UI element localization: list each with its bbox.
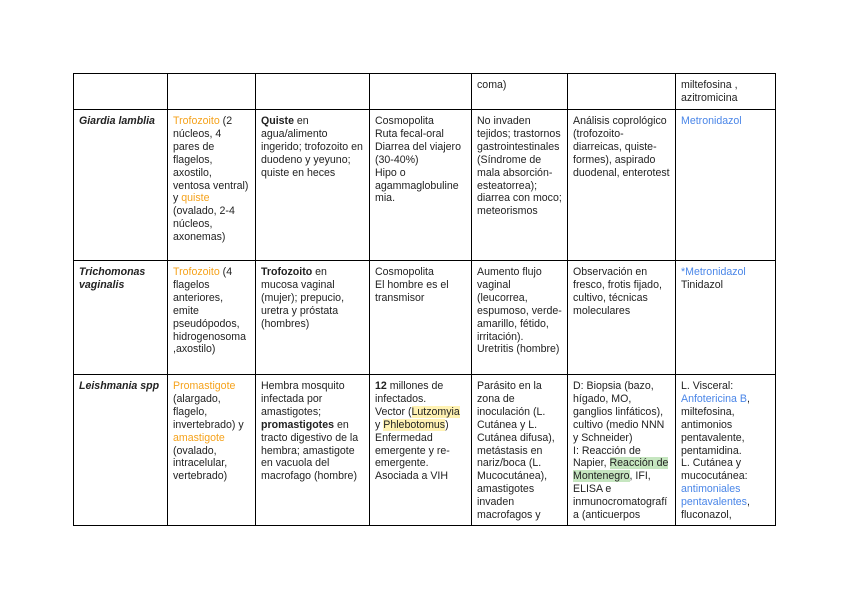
diag-highlight: Reacción de Montenegro: [573, 457, 669, 483]
forma-text: (alargado, flagelo, invertebrado) y: [173, 392, 244, 431]
organism-name: Giardia lamblia: [74, 110, 168, 261]
forma-term: Trofozoito: [173, 115, 220, 127]
cell-top-tratamiento: [676, 74, 776, 110]
epi-line: Cosmopolita: [375, 115, 434, 127]
cell-top-transmision: [256, 74, 370, 110]
epi-text: ): [445, 418, 449, 431]
table-row-leishmania: [74, 375, 776, 526]
drug-name: Tinidazol: [681, 278, 724, 291]
forma-term: Trofozoito: [173, 266, 220, 278]
forma-term: Promastigote: [173, 380, 236, 392]
forma-cell: [168, 375, 256, 526]
diagnostico-cell: Observación en fresco, frotis fijado, cultivo, técnicas moleculares: [568, 261, 676, 375]
epidemiologia-cell: [370, 261, 472, 375]
forma-cell: [168, 110, 256, 261]
vector-highlight: Phlebotomus: [383, 418, 446, 431]
epi-text: Asociada a VIH: [375, 470, 449, 483]
sintomas-tail: coma): [477, 79, 507, 91]
diag-text: I: Reacción de Napier,: [573, 444, 641, 470]
tratamiento-cell: [676, 110, 776, 261]
trat-text: L. Cutánea y mucocutánea:: [681, 457, 748, 483]
parasites-table: [73, 73, 776, 526]
forma-text: (ovalado, intracelular, vertebrado): [173, 444, 228, 483]
cell-top-diagnostico: [568, 74, 676, 110]
forma-cell: [168, 261, 256, 375]
epi-line: Ruta fecal-oral: [375, 127, 444, 140]
transmision-cell: [256, 261, 370, 375]
epi-text: millones de infectados.: [375, 380, 444, 405]
epidemiologia-cell: [370, 375, 472, 526]
cell-top-epidemiologia: [370, 74, 472, 110]
sintomas-cell: Aumento flujo vaginal (leucorrea, espumoso, verde-amarillo, fétido, irritación). Uretritis (hombre): [472, 261, 568, 375]
trat-text: , fluconazol,: [681, 496, 750, 522]
transmision-text: en agua/alimento ingerido; trofozoito en duodeno y yeyuno; quiste en heces: [261, 115, 363, 179]
diagnostico-cell: Análisis coprológico (trofozoito-diarreicas, quiste-formes), aspirado duodenal, enterotest: [568, 110, 676, 261]
epidemiologia-cell: [370, 110, 472, 261]
tratamiento-cell: [676, 375, 776, 526]
transmision-text: en tracto digestivo de la hembra; amastigote en vacuola del macrofago (hombre): [261, 418, 359, 483]
trat-text: L. Visceral:: [681, 380, 734, 392]
drug-name: Anfotericina B: [681, 392, 747, 405]
drug-name: *Metronidazol: [681, 266, 746, 278]
table-row-top: [74, 74, 776, 110]
transmision-cell: [256, 375, 370, 526]
tratamiento-tail-2: azitromicina: [681, 91, 738, 104]
transmision-bold: promastigotes: [261, 418, 334, 431]
forma-term: amastigote: [173, 431, 225, 444]
drug-name: antimoniales pentavalentes: [681, 483, 747, 509]
transmision-bold: Trofozoito: [261, 266, 313, 278]
organism-name: Leishmania spp: [74, 375, 168, 526]
forma-text: (2 núcleos, 4 pares de flagelos, axostilo, ventosa ventral) y: [173, 115, 249, 205]
epi-line: Cosmopolita: [375, 266, 434, 278]
epi-bold: 12: [375, 380, 387, 392]
tratamiento-tail-1: miltefosina ,: [681, 79, 738, 91]
vector-highlight: Lutzomyia: [411, 405, 460, 418]
epi-text: y: [375, 418, 384, 431]
diagnostico-cell: [568, 375, 676, 526]
sintomas-cell: No invaden tejidos; trastornos gastrointestinales (Síndrome de mala absorción-esteatorrea); diarrea con moco; meteorismos: [472, 110, 568, 261]
cell-top-sintomas: [472, 74, 568, 110]
epi-line: Diarrea del viajero (30-40%): [375, 140, 461, 166]
epi-line: Hipo o agammaglobulinemia.: [375, 166, 459, 205]
transmision-text: en mucosa vaginal (mujer); prepucio, uretra y próstata (hombres): [261, 266, 345, 330]
epi-line: El hombre es el transmisor: [375, 278, 449, 304]
tratamiento-cell: [676, 261, 776, 375]
cell-top-forma: [168, 74, 256, 110]
forma-text: (4 flagelos anteriores, emite pseudópodos, hidrogenosoma ,axostilo): [173, 266, 247, 356]
cell-top-organism: [74, 74, 168, 110]
transmision-text: Hembra mosquito infectada por amastigotes;: [261, 380, 345, 418]
forma-term: quiste: [181, 192, 210, 205]
transmision-bold: Quiste: [261, 115, 294, 127]
table-row-giardia: [74, 110, 776, 261]
forma-text: (ovalado, 2-4 núcleos, axonemas): [173, 205, 235, 244]
transmision-cell: [256, 110, 370, 261]
epi-text: Enfermedad emergente y re-emergente.: [375, 431, 450, 470]
epi-text: Vector (: [375, 405, 412, 418]
organism-name: Trichomonas vaginalis: [74, 261, 168, 375]
drug-name: Metronidazol: [681, 115, 742, 127]
trat-text: , miltefosina, antimonios pentavalente, pentamidina.: [681, 392, 750, 457]
diag-text: D: Biopsia (bazo, hígado, MO, ganglios linfáticos), cultivo (medio NNN y Schneider): [573, 380, 665, 444]
table-row-trichomonas: [74, 261, 776, 375]
sintomas-cell: Parásito en la zona de inoculación (L. Cutánea y L. Cutánea difusa), metástasis en nariz/boca (L. Mucocutánea), amastigotes invaden macrofagos y: [472, 375, 568, 526]
diag-text: , IFI, ELISA e inmunocromatografía (anticuerpos: [573, 470, 668, 522]
